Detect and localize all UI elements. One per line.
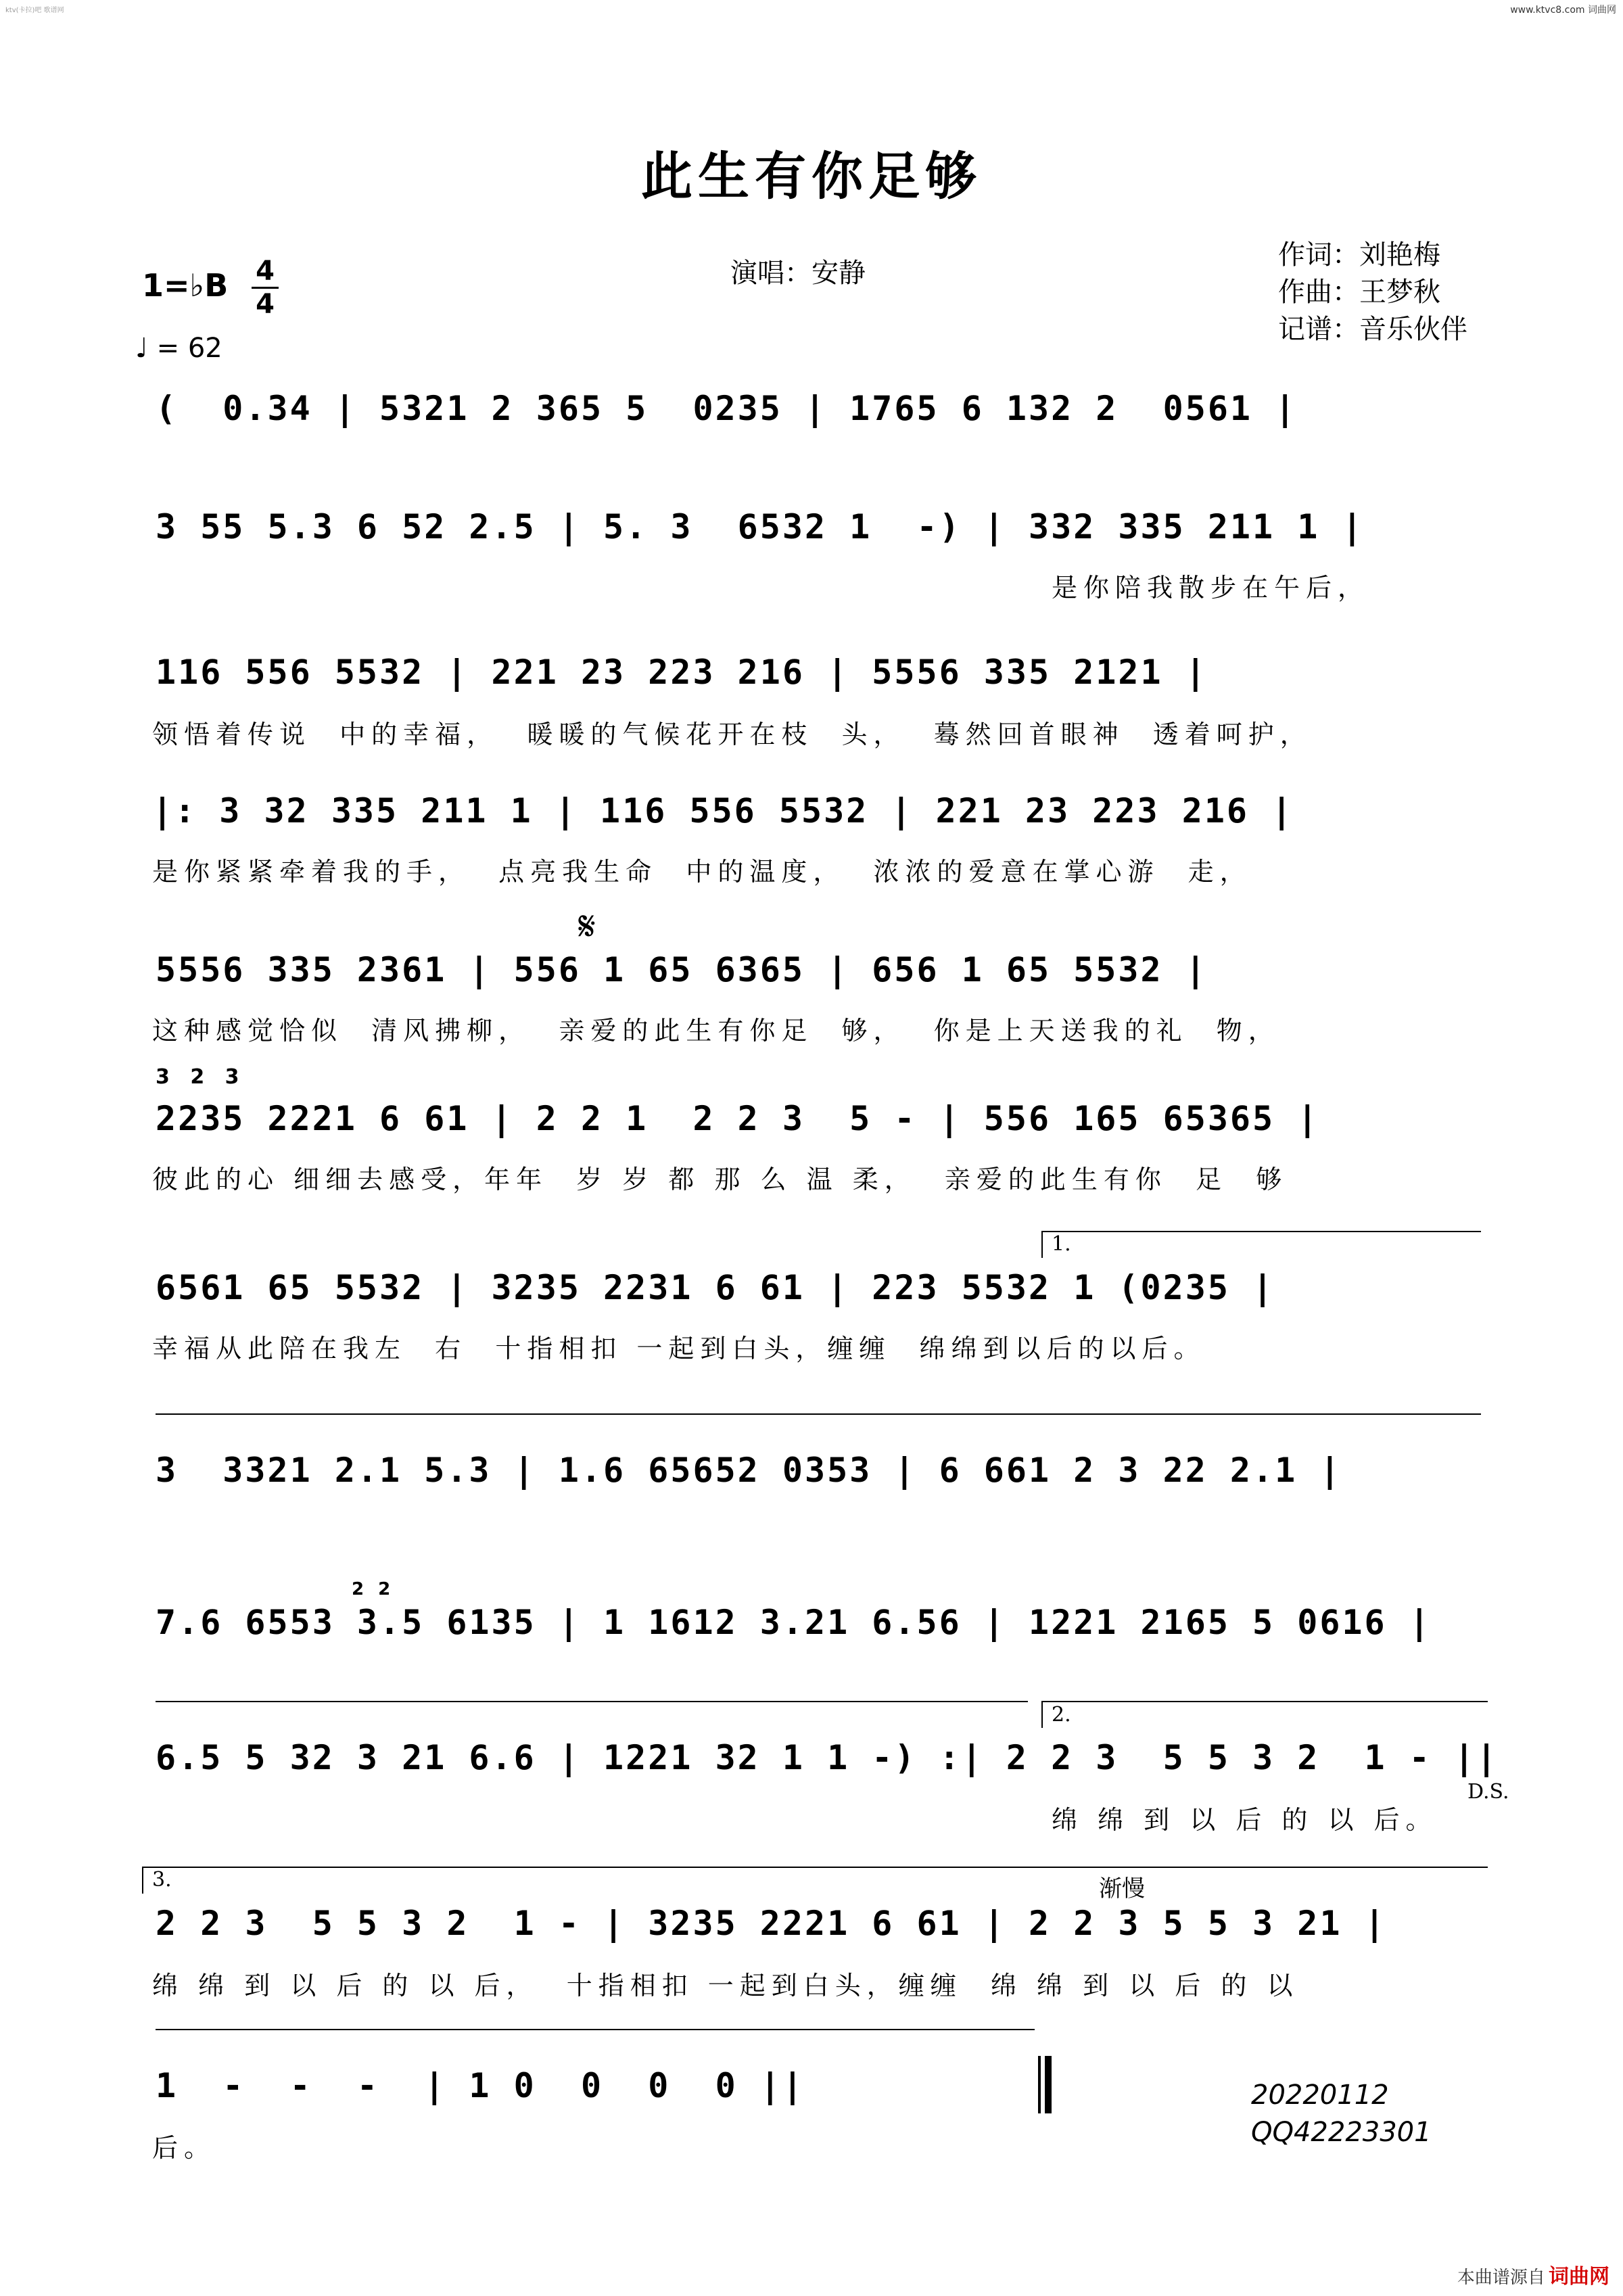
row-10-notes: 6.5 5 32 3 21 6.6 | 1221 32 1 1 -) :| 2 2 3 5 5 3 2 1 - || xyxy=(156,1738,1499,1777)
volta-1-hook xyxy=(1041,1231,1043,1258)
volta-2-label: 2. xyxy=(1052,1703,1071,1727)
row-12-lyrics: 后。 xyxy=(152,2133,216,2163)
row-2-notes: 3 55 5.3 6 52 2.5 | 5. 3 6532 1 -) | 332 335 211 1 | xyxy=(156,507,1365,546)
row-12-notes: 1 - - - | 1 0 0 0 0 || xyxy=(156,2066,805,2105)
final-bar-thick xyxy=(1045,2056,1052,2113)
footer-watermark[interactable] xyxy=(1457,2259,1609,2289)
volta-3-label: 3. xyxy=(152,1868,172,1892)
row-2-lyrics: 是你陪我散步在午后， xyxy=(1052,573,1370,603)
row-5-lyrics: 这种感觉恰似 清风拂柳， 亲爱的此生有你足 够， 你是上天送我的礼 物， xyxy=(152,1016,1280,1046)
volta-2-hook xyxy=(1041,1701,1043,1728)
time-top: 4 xyxy=(256,256,275,287)
volta-1-label: 1. xyxy=(1052,1232,1071,1256)
grace-notes-b: 2 2 xyxy=(352,1579,395,1599)
footer-source: 本曲谱源自 xyxy=(1457,2268,1545,2288)
site-url[interactable]: www.ktvc8.com xyxy=(1510,5,1585,16)
song-title: 此生有你足够 xyxy=(641,146,982,206)
row-11-lyrics: 绵 绵 到 以 后 的 以 后， 十指相扣 一起到白头，缠缠 绵 绵 到 以 后 的 以 xyxy=(152,1971,1299,2000)
volta-3-hook xyxy=(142,1867,143,1894)
time-signature xyxy=(252,257,279,319)
site-header[interactable] xyxy=(1510,3,1616,16)
row-4-lyrics: 是你紧紧牵着我的手， 点亮我生命 中的温度， 浓浓的爱意在掌心游 走， xyxy=(152,857,1252,887)
final-bar-thin xyxy=(1038,2056,1041,2113)
time-bottom: 4 xyxy=(256,289,275,320)
lyricist: 作词：刘艳梅 xyxy=(1278,239,1440,271)
footer-brand[interactable]: 词曲网 xyxy=(1549,2265,1609,2289)
row-7-lyrics: 幸福从此陪在我左 右 十指相扣 一起到白头，缠缠 绵绵到以后的以后。 xyxy=(152,1334,1206,1363)
ds-mark: D.S. xyxy=(1467,1780,1509,1804)
rit-mark: 渐慢 xyxy=(1099,1875,1145,1902)
singer: 演唱：安静 xyxy=(730,258,866,289)
row-8-notes: 3 3321 2.1 5.3 | 1.6 65652 0353 | 6 661 2 3 22 2.1 | xyxy=(156,1451,1342,1490)
volta-2-line xyxy=(1041,1701,1488,1702)
tie-line-row8 xyxy=(156,1413,1481,1415)
tie-line-row10 xyxy=(156,1701,1028,1702)
row-3-notes: 116 556 5532 | 221 23 223 216 | 5556 335 2121 | xyxy=(156,653,1208,692)
composer: 作曲：王梦秋 xyxy=(1278,277,1440,308)
site-tag: 词曲网 xyxy=(1588,5,1616,16)
row-1-notes: ( 0.34 | 5321 2 365 5 0235 | 1765 6 132 2 0561 | xyxy=(156,389,1298,428)
transcriber: 记谱：音乐伙伴 xyxy=(1278,314,1467,345)
row-4-notes: |: 3 32 335 211 1 | 116 556 5532 | 221 23 223 216 | xyxy=(152,791,1294,830)
row-10-lyrics: 绵 绵 到 以 后 的 以 后。 xyxy=(1052,1805,1438,1835)
volta-3-line xyxy=(142,1867,1488,1868)
grace-notes-a: 3 2 3 xyxy=(156,1065,246,1089)
row-6-lyrics: 彼此的心 细细去感受，年年 岁 岁 都 那 么 温 柔， 亲爱的此生有你 足 够 xyxy=(152,1165,1288,1194)
corner-label: ktv(卡拉)吧 歌谱网 xyxy=(5,7,64,14)
row-7-notes: 6561 65 5532 | 3235 2231 6 61 | 223 5532 1 (0235 | xyxy=(156,1268,1275,1307)
tempo-mark: ♩ = 62 xyxy=(135,333,222,364)
row-5-notes: 5556 335 2361 | 556 1 65 6365 | 656 1 65 5532 | xyxy=(156,950,1208,989)
stamp-date: 20220112 xyxy=(1251,2080,1389,2111)
segno-sign: 𝄋 xyxy=(578,903,596,950)
tie-line-row12 xyxy=(156,2029,1035,2030)
key-signature: 1=♭B xyxy=(142,267,229,304)
stamp-qq: QQ42223301 xyxy=(1251,2117,1432,2148)
row-11-notes: 2 2 3 5 5 3 2 1 - | 3235 2221 6 61 | 2 2 3 5 5 3 21 | xyxy=(156,1904,1387,1943)
volta-1-line xyxy=(1041,1231,1481,1232)
row-3-lyrics: 领悟着传说 中的幸福， 暖暖的气候花开在枝 头， 蓦然回首眼神 透着呵护， xyxy=(152,720,1312,749)
row-9-notes: 7.6 6553 3.5 6135 | 1 1612 3.21 6.56 | 1221 2165 5 0616 | xyxy=(156,1603,1432,1642)
row-6-notes: 2235 2221 6 61 | 2 2 1 2 2 3 5 - | 556 165 65365 | xyxy=(156,1099,1320,1138)
